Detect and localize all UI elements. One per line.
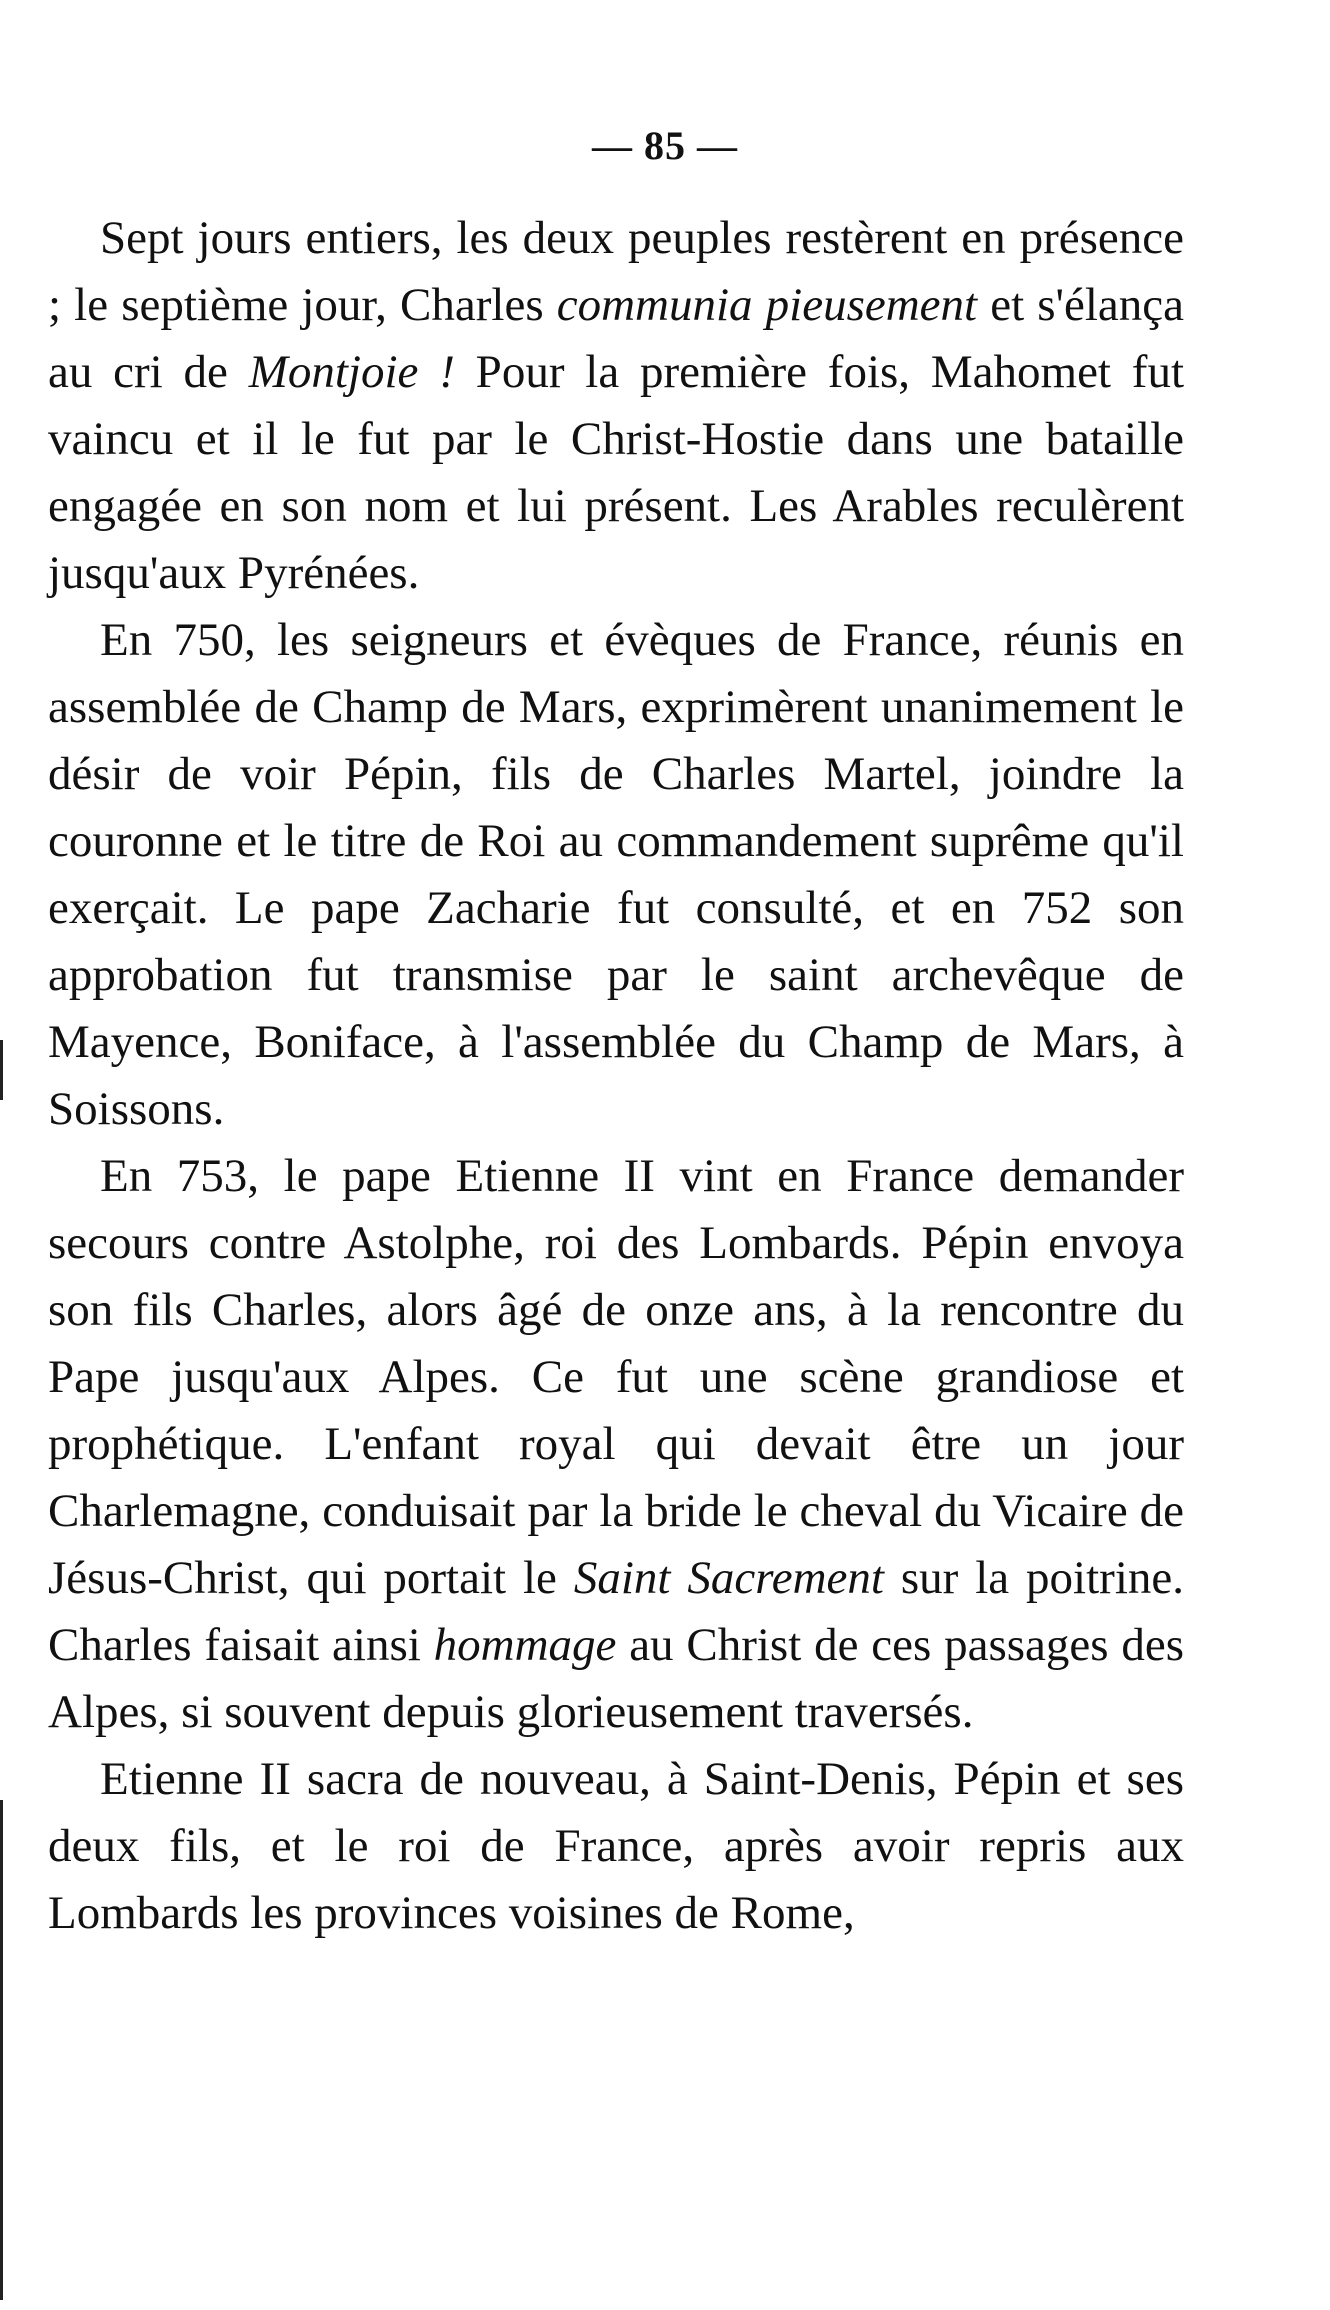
text-segment: En 753, le pape Etienne II vint en France demander secours contre Astolphe, roi des Lombards. Pépin envoya son fils Charles, alors âgé de onze ans, à la rencontre du Pape jusqu'aux Alpes. Ce fut une scène grandiose et prophétique. L'enfant royal qui devait être un jour Charlemagne, conduisait par la bride le cheval du Vicaire de Jésus-Christ, qui portait le: [48, 1150, 1184, 1604]
left-margin-rule: [0, 1040, 3, 1100]
text-segment: et s'élança au cri de: [48, 279, 1184, 398]
paragraph: [48, 205, 1184, 607]
body-text: [48, 205, 1184, 1947]
paragraph: [48, 607, 1184, 1143]
text-segment: En 750, les seigneurs et évèques de France, réunis en assemblée de Champ de Mars, exprimèrent unanimement le désir de voir Pépin, fils de Charles Martel, joindre la couronne et le titre de Roi au commandement suprême qu'il exerçait. Le pape Zacharie fut consulté, et en 752 son approbation fut transmise par le saint archevêque de Mayence, Boniface, à l'assemblée du Champ de Mars, à Soissons.: [48, 614, 1184, 1135]
page-number: — 85 —: [592, 123, 738, 168]
text-segment: Pour la première fois, Mahomet fut vaincu et il le fut par le Christ-Hostie dans une bataille engagée en son nom et lui présent. Les Arables reculèrent jusqu'aux Pyrénées.: [48, 346, 1185, 599]
paragraph: [48, 1143, 1184, 1746]
italic-text: Montjoie !: [248, 346, 455, 398]
paragraph: [48, 1746, 1184, 1947]
italic-text: hommage: [433, 1619, 617, 1671]
text-segment: au Christ de ces passages des Alpes, si souvent depuis glorieusement traversés.: [48, 1619, 1184, 1738]
italic-text: communia pieusement: [556, 279, 978, 331]
italic-text: Saint Sacrement: [573, 1552, 884, 1604]
text-segment: Sept jours entiers, les deux peuples restèrent en présence ; le septième jour, Charles: [48, 212, 1184, 331]
text-segment: Etienne II sacra de nouveau, à Saint-Denis, Pépin et ses deux fils, et le roi de France, après avoir repris aux Lombards les provinces voisines de Rome,: [48, 1753, 1184, 1939]
left-margin-rule: [0, 1800, 3, 2300]
text-segment: sur la poitrine. Charles faisait ainsi: [48, 1552, 1184, 1671]
